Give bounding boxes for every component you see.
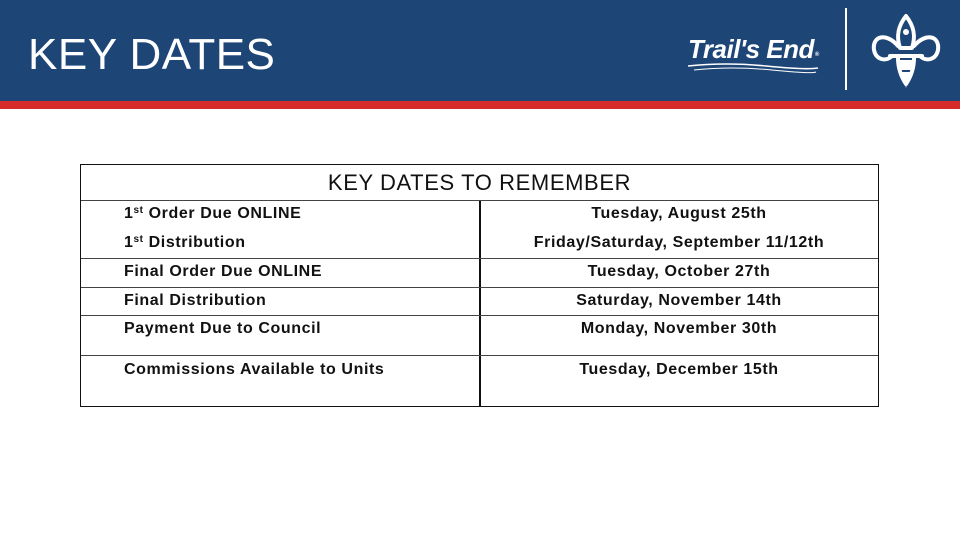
date-cell: Friday/Saturday, September 11/12th xyxy=(533,234,825,251)
table-title: KEY DATES TO REMEMBER xyxy=(327,170,632,195)
brand-swoosh-icon xyxy=(686,60,820,74)
event-cell xyxy=(124,205,301,223)
table-row-rule xyxy=(81,287,878,288)
date-cell: Tuesday, October 27th xyxy=(587,263,771,280)
event-label: Order Due ONLINE xyxy=(143,205,302,222)
table-row-rule xyxy=(81,355,878,356)
event-label: Final Order Due ONLINE xyxy=(124,263,323,280)
event-label: Final Distribution xyxy=(124,292,267,309)
event-label: Payment Due to Council xyxy=(124,320,322,337)
logo-divider xyxy=(845,8,847,90)
header-accent-stripe xyxy=(0,101,960,109)
brand-logo-text: Trail's End xyxy=(688,34,814,64)
date-cell: Tuesday, December 15th xyxy=(579,361,779,378)
event-label: Commissions Available to Units xyxy=(124,361,385,378)
event-ordinal: 1 xyxy=(124,234,134,251)
event-cell xyxy=(124,234,246,252)
date-cell: Monday, November 30th xyxy=(580,320,778,337)
date-cell: Tuesday, August 25th xyxy=(591,205,767,222)
event-ordinal-suffix: st xyxy=(133,205,144,216)
table-row-rule xyxy=(81,315,878,316)
event-label: Distribution xyxy=(143,234,246,251)
page-title: KEY DATES xyxy=(28,30,276,79)
date-cell: Saturday, November 14th xyxy=(576,292,782,309)
brand-registered-mark: ® xyxy=(814,52,819,58)
event-ordinal-suffix: st xyxy=(133,234,144,245)
scouts-fleur-de-lis-icon xyxy=(868,12,944,92)
table-row-rule xyxy=(81,258,878,259)
event-cell xyxy=(124,292,266,310)
event-cell xyxy=(124,320,321,338)
event-ordinal: 1 xyxy=(124,205,134,222)
event-cell xyxy=(124,361,384,379)
table-row-rule xyxy=(81,200,878,201)
event-cell xyxy=(124,263,322,281)
